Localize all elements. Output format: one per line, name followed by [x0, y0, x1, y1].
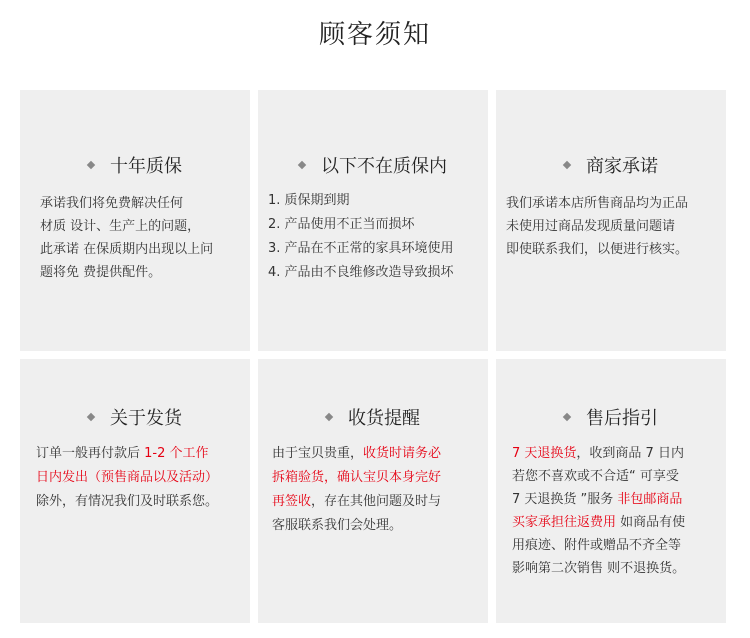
notice-grid: [20, 90, 726, 623]
body-text: 如商品有使: [616, 515, 686, 530]
body-text: 由于宝贝贵重，: [272, 446, 364, 461]
card-merchant-promise: [496, 90, 726, 351]
card-warranty: [20, 90, 250, 351]
card-heading-text: 收货提醒: [348, 408, 420, 429]
card-heading: [496, 152, 726, 178]
body-line: [512, 488, 718, 511]
highlight-text: 非包邮商品: [617, 492, 683, 507]
body-line: [36, 442, 242, 466]
card-body: [272, 442, 480, 538]
card-body: [512, 442, 718, 580]
highlight-text: 1-2 个工作: [144, 446, 209, 461]
list-item: 2. 产品使用不正当而损坏: [268, 217, 415, 232]
card-heading: [20, 152, 250, 178]
body-line: 影响第二次销售 则不退换货。: [512, 561, 686, 576]
highlight-text: 买家承担往返费用: [512, 515, 617, 530]
body-line: [272, 490, 480, 514]
body-line: 此承诺 在保质期内出现以上问: [40, 242, 214, 257]
card-heading: [258, 404, 488, 430]
body-line: 未使用过商品发现质量问题请: [506, 219, 676, 234]
body-line: 即使联系我们，以便进行核实。: [506, 242, 689, 257]
diamond-icon: [298, 161, 306, 169]
card-heading-text: 商家承诺: [586, 156, 658, 177]
list-item: 3. 产品在不正常的家具环境使用: [268, 241, 454, 256]
body-text: 7 天退换货 ”服务: [512, 492, 618, 507]
diamond-icon: [87, 161, 95, 169]
card-after-sales: [496, 359, 726, 623]
card-delivery-reminder: [258, 359, 488, 623]
diamond-icon: [563, 161, 571, 169]
body-line: 若您不喜欢或不合适“ 可享受: [512, 469, 679, 484]
card-body: [36, 442, 242, 514]
highlight-text: 再签收: [272, 494, 312, 509]
page-title: 顾客须知: [318, 20, 431, 50]
list-item: 4. 产品由不良维修改造导致损坏: [268, 265, 454, 280]
card-heading-text: 关于发货: [110, 408, 182, 429]
body-text: 订单一般再付款后: [36, 446, 145, 461]
highlight-line: 拆箱验货，确认宝贝本身完好: [272, 470, 442, 485]
exclusion-list: [268, 189, 480, 285]
card-body: [268, 189, 480, 285]
body-text: ，收到商品 7 日内: [576, 446, 684, 461]
body-line: 用痕迹、附件或赠品不齐全等: [512, 538, 682, 553]
card-exclusions: [258, 90, 488, 351]
card-heading: [20, 404, 250, 430]
body-text: ，存在其他问题及时与: [311, 494, 442, 509]
highlight-line: 日内发出（预售商品以及活动）: [36, 470, 219, 485]
diamond-icon: [87, 413, 95, 421]
body-line: 承诺我们将免费解决任何: [40, 196, 184, 211]
body-line: 题将免 费提供配件。: [40, 265, 162, 280]
card-heading-text: 以下不在质保内: [321, 156, 447, 177]
diamond-icon: [325, 413, 333, 421]
body-line: 材质 设计、生产上的问题，: [40, 219, 201, 234]
card-shipping: [20, 359, 250, 623]
highlight-text: 收货时请务必: [363, 446, 442, 461]
diamond-icon: [563, 413, 571, 421]
card-heading-text: 十年质保: [110, 156, 182, 177]
list-item: 1. 质保期到期: [268, 193, 350, 208]
body-line: 客服联系我们会处理。: [272, 518, 403, 533]
highlight-text: 7 天退换货: [512, 446, 577, 461]
body-line: [272, 442, 480, 466]
card-heading: [258, 152, 488, 178]
body-line: [512, 442, 718, 465]
card-heading: [496, 404, 726, 430]
card-heading-text: 售后指引: [586, 408, 658, 429]
card-body: [40, 192, 242, 284]
card-body: [506, 192, 718, 261]
body-line: 除外，有情况我们及时联系您。: [36, 494, 219, 509]
body-line: [512, 511, 718, 534]
body-line: 我们承诺本店所售商品均为正品: [506, 196, 689, 211]
